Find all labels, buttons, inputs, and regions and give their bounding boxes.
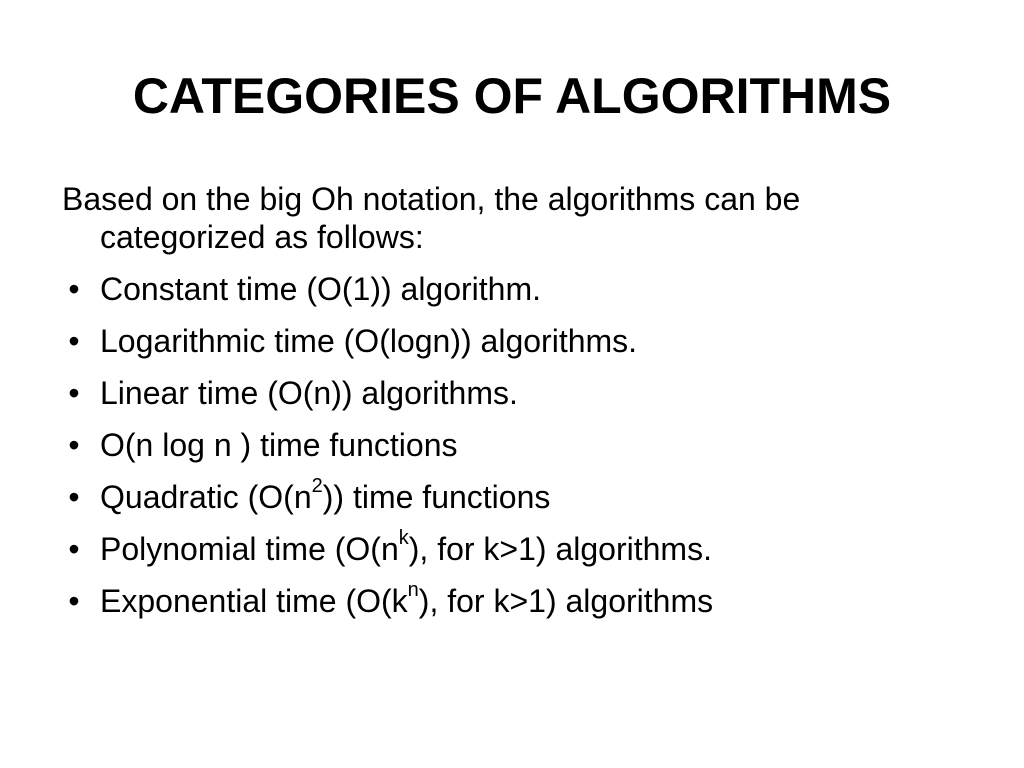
bullet-item-polynomial xyxy=(62,527,962,568)
bullet-item-logarithmic xyxy=(62,322,962,360)
bullet-dot-icon: • xyxy=(68,479,80,515)
bullet-item-constant xyxy=(62,270,962,308)
bullet-text-tail: )) time functions xyxy=(322,479,551,515)
superscript: n xyxy=(407,579,419,602)
superscript: 2 xyxy=(311,475,323,498)
intro-text: Based on the big Oh notation, the algorithms can be categorized as follows: xyxy=(62,181,801,255)
bullet-text-tail: ), for k>1) algorithms xyxy=(418,583,714,619)
bullet-dot-icon: • xyxy=(68,427,80,463)
bullet-dot-icon: • xyxy=(68,375,80,411)
superscript: k xyxy=(398,527,409,550)
bullet-text-tail: ), for k>1) algorithms. xyxy=(408,531,712,567)
bullet-item-exponential xyxy=(62,579,962,620)
bullet-dot-icon: • xyxy=(68,323,80,359)
bullet-text: Constant time (O(1)) algorithm. xyxy=(100,271,542,307)
bullet-list xyxy=(62,270,962,620)
bullet-text: Logarithmic time (O(logn)) algorithms. xyxy=(100,323,638,359)
bullet-dot-icon: • xyxy=(68,583,80,619)
bullet-item-quadratic xyxy=(62,475,962,516)
bullet-text: O(n log n ) time functions xyxy=(100,427,458,463)
bullet-dot-icon: • xyxy=(68,531,80,567)
bullet-dot-icon: • xyxy=(68,271,80,307)
bullet-text: Linear time (O(n)) algorithms. xyxy=(100,375,518,411)
bullet-item-linear xyxy=(62,374,962,412)
slide-title: CATEGORIES OF ALGORITHMS xyxy=(132,68,892,124)
bullet-text: Quadratic (O(n xyxy=(100,479,312,515)
bullet-text: Polynomial time (O(n xyxy=(100,531,399,567)
bullet-text: Exponential time (O(k xyxy=(100,583,408,619)
slide-content xyxy=(62,180,962,634)
bullet-item-nlogn xyxy=(62,426,962,464)
